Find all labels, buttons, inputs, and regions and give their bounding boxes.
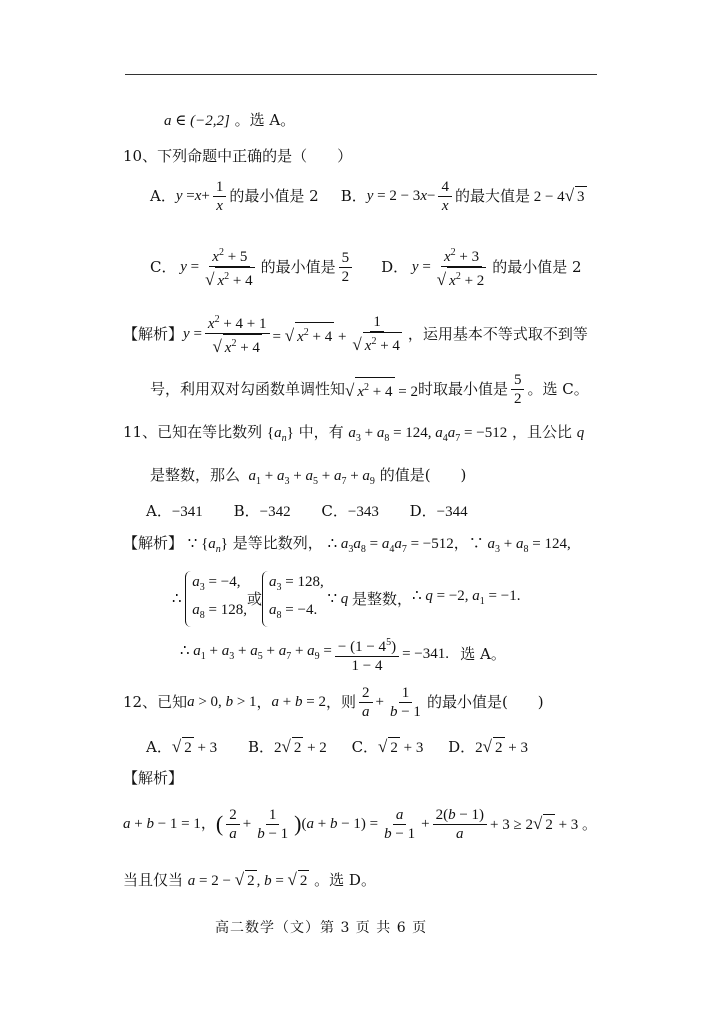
q10-analysis-answer: 。选 C。 <box>527 380 589 398</box>
q12-answer: 。选 D。 <box>314 871 376 889</box>
q12-stem-text-2: ，则 <box>325 693 356 711</box>
q12-options: A．√ 2 + 3 B．2√ 2 + 2 C．√ 2 + 3 D．2√ 2 + 3 <box>146 737 528 756</box>
q10-stem: 10、下列命题中正确的是（ ） <box>123 147 353 165</box>
q12-stem-text-3: 的最小值是( ) <box>426 693 544 711</box>
q11-option-a-label: A． <box>146 502 172 520</box>
q11-stem-text-2: 中，有 <box>298 423 344 441</box>
q11-stem: 11、已知在等比数列 $\{a_n\}$ 中，有 $a_3 + a_8 = 124$, $a_4a_7 = -512$ ，且公比 q <box>123 423 585 444</box>
q11-stem-2: 是整数，那么 $a_1 + a_3 + a_5 + a_7 + a_9$ 的值是( ) <box>150 466 467 487</box>
q12-stem: 12、已知 a > 0, b > 1 ， a + b = 2 ，则 $\frac{2}{a}$ + $\frac{1}{b - 1}$ 的最小值是( ) <box>123 684 544 720</box>
q10-options-ab: A． y = x + $\frac{1}{x}$ 的最小值是 2 B． y = 2 − 3 x − $\frac{4}{x}$ 的最大值是 2 − 4√ 3 <box>150 178 585 214</box>
q11-option-c: −343 <box>347 504 379 520</box>
q11-stem-text-3: ，且公比 <box>512 423 573 441</box>
q11-stem-text: 11、已知在等比数列 <box>123 423 263 441</box>
q10-option-a-label: A． <box>150 187 176 205</box>
q11-option-c-label: C． <box>321 502 348 520</box>
q11-analysis-or: 或 <box>247 590 263 608</box>
analysis-label: 【解析】 <box>123 325 184 343</box>
q10-option-c-text: 的最小值是 <box>260 258 336 276</box>
q12-final-text: 当且仅当 <box>123 871 184 889</box>
q10-analysis-text: ，运用基本不等式取不到等 <box>407 325 588 343</box>
q12-option-b-label: B． <box>247 738 274 756</box>
page-footer: 高二数学（文）第 3 页 共 6 页 <box>215 920 428 936</box>
q12-analysis: a + b − 1 = 1， ( $\frac{2}{a}$ + $\frac{1}{b - 1}$ ) (a + b − 1) = $\frac{a}{b - 1}$ + $\frac{2(b - 1)}{a}$ + 3 ≥ 2√ 2 + 3 。 <box>123 806 598 842</box>
q9-choice: 。选 A。 <box>234 111 296 129</box>
q10-analysis-text-3: 时取最小值是 <box>417 380 508 398</box>
q11-option-b-label: B． <box>233 502 260 520</box>
q11-answer: 选 A。 <box>460 645 506 663</box>
q9-tail <box>164 110 295 131</box>
q10-option-c-label: C． <box>150 258 177 276</box>
q10-option-b-label: B． <box>340 187 367 205</box>
q10-options-cd: C． y = $\frac{x^2 + 5}{√ x^2 + 4}$ 的最小值是 $\frac{5}{2}$ D． y = $\frac{x^2 + 3}{√ x^2 + 2}$ 的最小值是 2 <box>150 245 582 289</box>
q11-option-d-label: D． <box>409 502 437 520</box>
q10-option-a-text: 的最小值是 2 <box>229 187 319 205</box>
q10-option-d-label: D． <box>381 258 409 276</box>
analysis-label-2: 【解析】 <box>123 534 184 552</box>
q10-analysis: 【解析】 y = $\frac{x^2 + 4 + 1}{√ x^2 + 4}$ = √ $x^2 + 4$ + $\frac{1}{√ x^2 + 4}$ ，运用基本不等式取不到等 <box>123 312 588 356</box>
q12-option-d-label: D． <box>448 738 476 756</box>
q11-option-b: −342 <box>259 504 291 520</box>
q11-analysis-text-2: 是整数， <box>352 590 413 608</box>
q11-stem-text-5: 的值是( ) <box>379 466 467 484</box>
q10-option-d-text: 的最小值是 2 <box>492 258 582 276</box>
q12-option-a-label: A． <box>146 738 172 756</box>
q12-final: 当且仅当 a = 2 − √ 2 , b = √ 2 。选 D。 <box>123 870 376 889</box>
q9-answer-range: a ∈ (−2,2] <box>164 113 230 129</box>
q11-options <box>146 501 468 522</box>
q10-option-b-text: 的最大值是 <box>454 187 530 205</box>
q11-analysis: 【解析】 ∵ $\{a_n\}$ 是等比数列， ∴ $a_3a_8 = a_4a_7 = -512$，∵ $a_3 + a_8 = 124$, <box>123 534 571 555</box>
q12-analysis-label: 【解析】 <box>123 769 184 787</box>
q11-option-d: −344 <box>436 504 468 520</box>
q11-option-a: −341 <box>171 504 203 520</box>
q11-system: ∴ $a_3 = -4$, $a_8 = 128$, 或 $a_3 = 128$, $a_8 = -4$. ∵ q 是整数， ∴ q = −2, $a_1 = -1$. <box>172 575 520 623</box>
q12-stem-text: 12、已知 <box>123 693 188 711</box>
q11-sum: ∴ $a_1 + a_3 + a_5 + a_7 + a_9$ = $\frac{- (1 - 4^5)}{1 - 4}$ = −341. 选 A。 <box>180 632 506 676</box>
q12-option-c-label: C． <box>351 738 379 756</box>
q10-analysis-2: 号，利用双对勾函数单调性知 √ $x^2 + 4 = 2$ 时取最小值是 $\frac{5}{2}$ 。选 C。 <box>150 371 589 407</box>
q11-analysis-text: 是等比数列， <box>232 534 323 552</box>
header-rule <box>125 74 597 75</box>
q11-stem-text-4: 是整数，那么 <box>150 466 241 484</box>
q10-analysis-text-2: 号，利用双对勾函数单调性知 <box>150 380 346 398</box>
